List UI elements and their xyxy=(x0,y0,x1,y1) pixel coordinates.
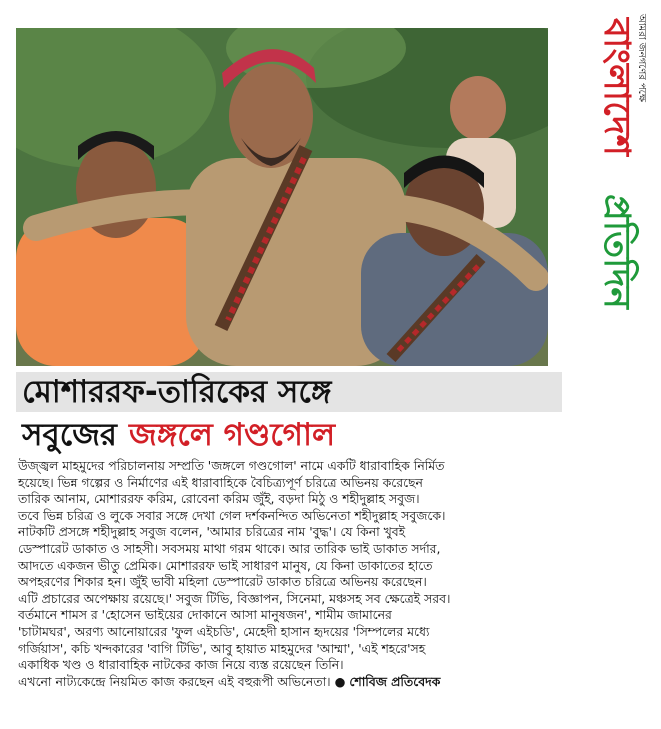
headline-line-2-red: জঙ্গলে গণ্ডগোল xyxy=(128,417,336,453)
article-last-line xyxy=(18,674,558,691)
headline-line-1: মোশাররফ-তারিকের সঙ্গে xyxy=(16,372,562,412)
article-line: তারিক আনাম, মোশাররফ করিম, রোবেনা করিম জুঁই, বড়দা মিঠু ও শহীদুল্লাহ সবুজ। xyxy=(18,491,420,507)
article-line: ডেস্পারেট ডাকাত ও সাহসী। সবসময় মাথা গরম থাকে। আর তারিক ভাই ডাকাত সর্দার, xyxy=(18,540,441,556)
article-line: গর্জিয়াস', কচি খন্দকারের 'বাগি টিভি', আবু হায়াত মাহমুদের 'আম্মা', 'এই শহরে'সহ xyxy=(18,640,426,656)
article-line: নাটকটি প্রসঙ্গে শহীদুল্লাহ সবুজ বলেন, 'আমার চরিত্রের নাম 'বুদ্ধ'। যে কিনা খুবই xyxy=(18,524,406,540)
article-line: বর্তমানে শামস র 'হোসেন ভাইয়ের দোকানে আসা মানুষজন', শামীম জামানের xyxy=(18,607,392,623)
article-line: এটি প্রচারের অপেক্ষায় রয়েছে।' সবুজ টিভি, বিজ্ঞাপন, সিনেমা, মঞ্চসহ সব ক্ষেত্রেই সরব। xyxy=(18,590,451,606)
article-photo xyxy=(16,28,548,366)
newspaper-masthead xyxy=(555,8,655,348)
headline-line-2 xyxy=(16,414,335,456)
masthead-tagline: আমরা জনগণের পক্ষে xyxy=(636,14,647,102)
article-last-line-text: এখনো নাট্যকেন্দ্রে নিয়মিত কাজ করছেন এই বহুরূপী অভিনেতা। xyxy=(18,673,331,689)
article-body xyxy=(18,458,558,690)
byline: শোবিজ প্রতিবেদক xyxy=(349,673,441,689)
masthead-name-top: বাংলাদেশ xyxy=(596,18,637,156)
masthead-name-bottom: প্রতিদিন xyxy=(596,194,637,309)
article-line: উজ্জ্বল মাহমুদের পরিচালনায় সম্প্রতি 'জঙ্গলে গণ্ডগোল' নামে একটি ধারাবাহিক নির্মিত xyxy=(18,458,445,473)
article-line: হয়েছে। ভিন্ন গল্পের ও নির্মাণের এই ধারাবাহিকে বৈচিত্র্যপূর্ণ চরিত্রে অভিনয় করেছেন xyxy=(18,474,423,490)
headline-line-2-black: সবুজের xyxy=(22,417,117,453)
article-line: অপহরণের শিকার হন। জুঁই ভাবী মহিলা ডেস্পারেট ডাকাত চরিত্রে অভিনয় করেছেন। xyxy=(18,574,427,590)
byline-marker: ● xyxy=(334,673,346,689)
article-line: আদতে একজন ভীতু প্রেমিক। মোশাররফ ভাই সাধারণ মানুষ, যে কিনা ডাকাতের হাতে xyxy=(18,557,433,573)
article-line: তবে ভিন্ন চরিত্র ও লুকে সবার সঙ্গে দেখা গেল দর্শকনন্দিত অভিনেতা শহীদুল্লাহ সবুজকে। xyxy=(18,507,446,523)
article-line: একাধিক খণ্ড ও ধারাবাহিক নাটকের কাজ নিয়ে ব্যস্ত রয়েছেন তিনি। xyxy=(18,657,344,673)
article-line: 'চাটামঘর', অরণ্য আনোয়ারের 'ফুল এইচডি', মেহেদী হাসান হৃদয়ের 'সিম্পলের মধ্যে xyxy=(18,623,430,639)
